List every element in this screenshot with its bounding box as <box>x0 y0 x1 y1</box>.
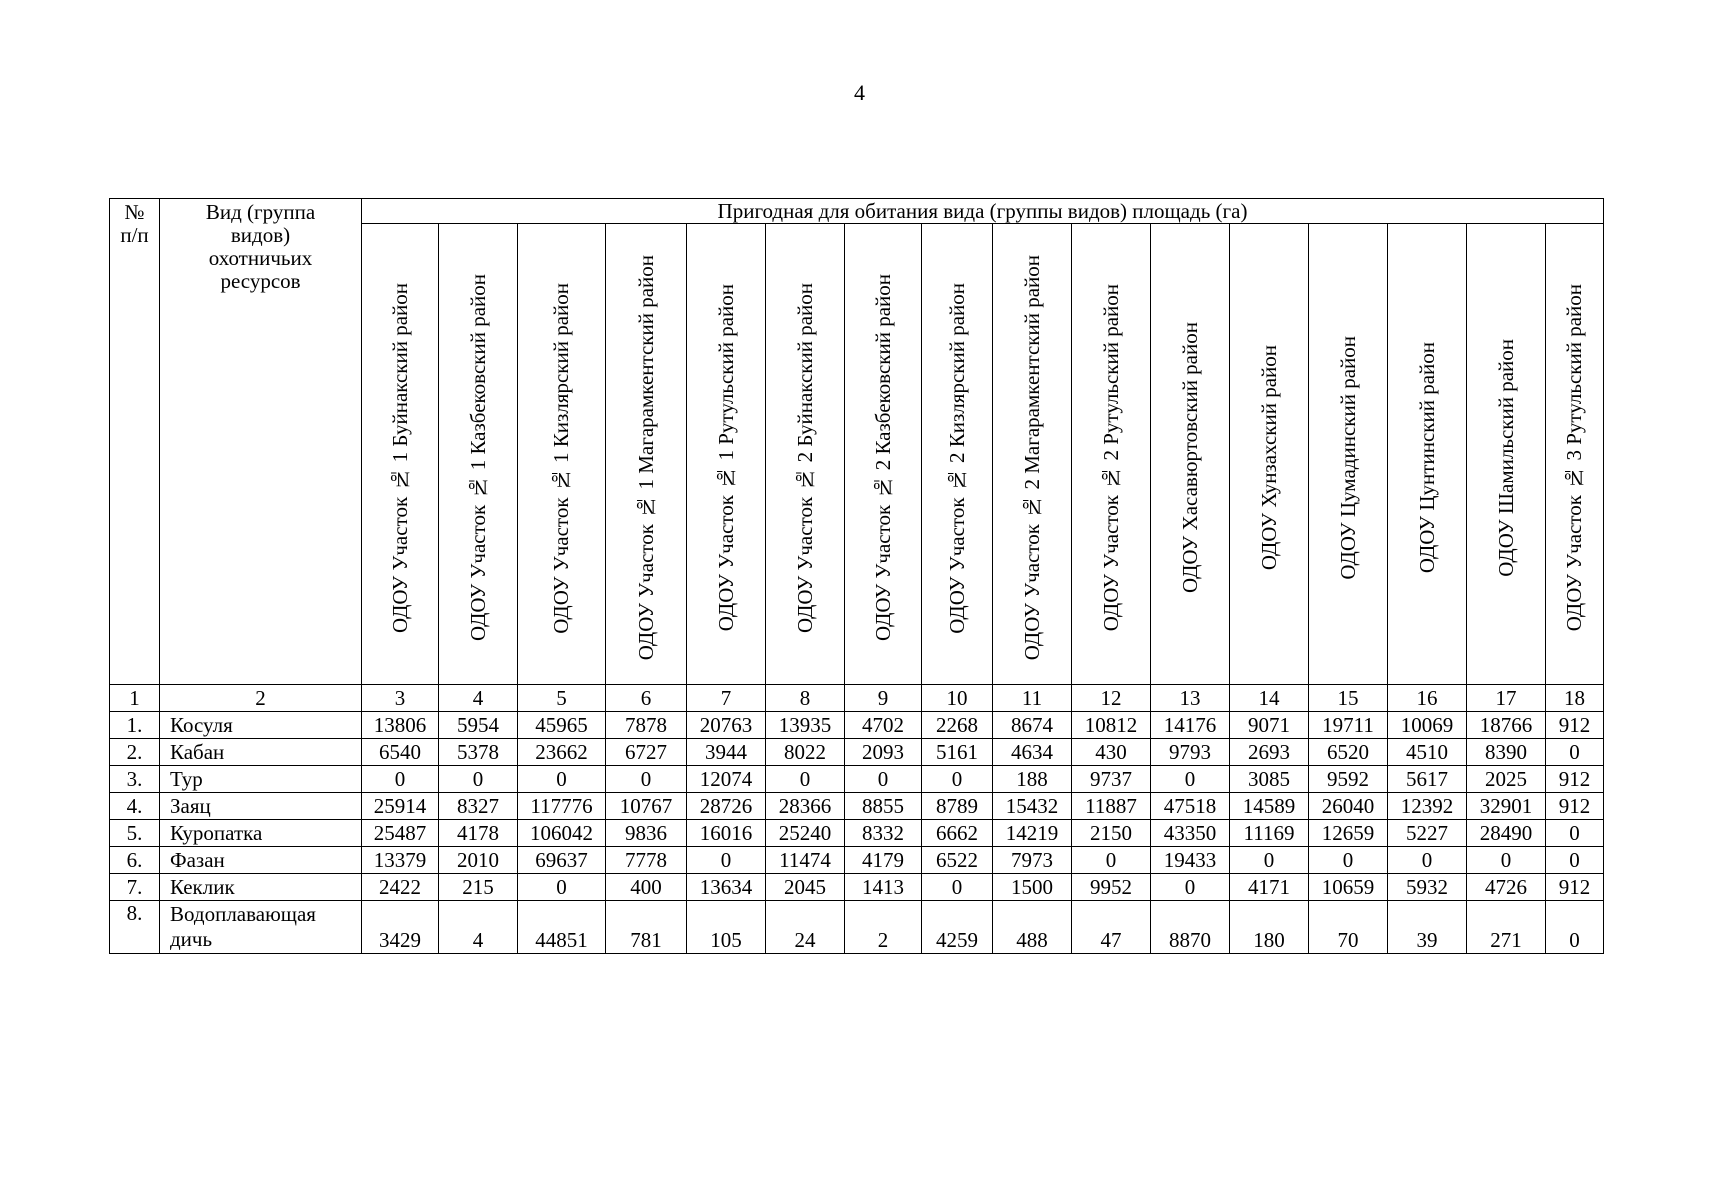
column-index-cell: 16 <box>1388 685 1467 712</box>
value-cell: 0 <box>922 874 993 901</box>
value-cell: 0 <box>1546 901 1604 954</box>
value-cell: 106042 <box>518 820 606 847</box>
value-cell: 8870 <box>1151 901 1230 954</box>
value-cell: 5617 <box>1388 766 1467 793</box>
column-index-cell: 6 <box>606 685 687 712</box>
column-header-label: ОДОУ Участок № 1 Рутульский район <box>713 284 738 632</box>
value-cell: 0 <box>439 766 518 793</box>
column-index-cell: 11 <box>993 685 1072 712</box>
table-row <box>110 820 1604 847</box>
value-cell: 8855 <box>845 793 922 820</box>
value-cell: 9737 <box>1072 766 1151 793</box>
value-cell: 4510 <box>1388 739 1467 766</box>
column-index-cell: 2 <box>160 685 362 712</box>
value-cell: 13935 <box>766 712 845 739</box>
value-cell: 9952 <box>1072 874 1151 901</box>
header-num-line2: п/п <box>120 223 149 248</box>
value-cell: 69637 <box>518 847 606 874</box>
value-cell: 0 <box>518 766 606 793</box>
column-header-5 <box>518 224 606 685</box>
value-cell: 7778 <box>606 847 687 874</box>
value-cell: 13379 <box>362 847 439 874</box>
value-cell: 0 <box>1309 847 1388 874</box>
column-header-6 <box>606 224 687 685</box>
page-number: 4 <box>854 80 865 105</box>
value-cell: 5378 <box>439 739 518 766</box>
value-cell: 0 <box>1467 847 1546 874</box>
value-cell: 10659 <box>1309 874 1388 901</box>
column-header-label: ОДОУ Участок № 1 Казбековский район <box>465 274 490 642</box>
value-cell: 13634 <box>687 874 766 901</box>
value-cell: 0 <box>687 847 766 874</box>
value-cell: 781 <box>606 901 687 954</box>
value-cell: 45965 <box>518 712 606 739</box>
column-index-cell: 4 <box>439 685 518 712</box>
value-cell: 26040 <box>1309 793 1388 820</box>
row-number-cell: 8. <box>110 901 160 954</box>
row-number-cell: 5. <box>110 820 160 847</box>
value-cell: 5161 <box>922 739 993 766</box>
column-header-15 <box>1309 224 1388 685</box>
value-cell: 47518 <box>1151 793 1230 820</box>
column-header-9 <box>845 224 922 685</box>
column-header-label: ОДОУ Шамильский район <box>1493 339 1518 577</box>
table-row <box>110 847 1604 874</box>
value-cell: 9793 <box>1151 739 1230 766</box>
column-header-14 <box>1230 224 1309 685</box>
column-header-label: ОДОУ Участок № 2 Казбековский район <box>870 274 895 642</box>
value-cell: 0 <box>845 766 922 793</box>
value-cell: 0 <box>1546 820 1604 847</box>
species-name-cell: Косуля <box>160 712 362 739</box>
value-cell: 0 <box>1151 766 1230 793</box>
value-cell: 23662 <box>518 739 606 766</box>
column-index-cell: 17 <box>1467 685 1546 712</box>
value-cell: 4259 <box>922 901 993 954</box>
value-cell: 2093 <box>845 739 922 766</box>
value-cell: 117776 <box>518 793 606 820</box>
column-header-label: ОДОУ Участок № 1 Буйнакский район <box>387 282 412 634</box>
value-cell: 25914 <box>362 793 439 820</box>
column-header-label: ОДОУ Участок № 2 Магарамкентский район <box>1019 255 1044 661</box>
header-species-line2: видов) <box>230 223 291 248</box>
value-cell: 2268 <box>922 712 993 739</box>
value-cell: 2010 <box>439 847 518 874</box>
value-cell: 20763 <box>687 712 766 739</box>
value-cell: 0 <box>1230 847 1309 874</box>
value-cell: 44851 <box>518 901 606 954</box>
value-cell: 6727 <box>606 739 687 766</box>
header-group-title: Пригодная для обитания вида (группы видов) площадь (га) <box>362 199 1604 224</box>
value-cell: 12659 <box>1309 820 1388 847</box>
value-cell: 4178 <box>439 820 518 847</box>
value-cell: 43350 <box>1151 820 1230 847</box>
column-index-cell: 5 <box>518 685 606 712</box>
column-header-label: ОДОУ Цунтинский район <box>1414 342 1439 574</box>
row-number-cell: 6. <box>110 847 160 874</box>
row-number-cell: 1. <box>110 712 160 739</box>
column-header-7 <box>687 224 766 685</box>
value-cell: 488 <box>993 901 1072 954</box>
value-cell: 8674 <box>993 712 1072 739</box>
value-cell: 4171 <box>1230 874 1309 901</box>
value-cell: 188 <box>993 766 1072 793</box>
value-cell: 9592 <box>1309 766 1388 793</box>
value-cell: 25240 <box>766 820 845 847</box>
value-cell: 0 <box>362 766 439 793</box>
value-cell: 3085 <box>1230 766 1309 793</box>
column-header-label: ОДОУ Участок № 2 Рутульский район <box>1098 284 1123 632</box>
value-cell: 5227 <box>1388 820 1467 847</box>
column-header-label: ОДОУ Хасавюртовский район <box>1177 322 1202 594</box>
column-index-cell: 13 <box>1151 685 1230 712</box>
value-cell: 25487 <box>362 820 439 847</box>
table-row <box>110 739 1604 766</box>
value-cell: 70 <box>1309 901 1388 954</box>
value-cell: 8327 <box>439 793 518 820</box>
value-cell: 2 <box>845 901 922 954</box>
column-index-cell: 1 <box>110 685 160 712</box>
column-index-cell: 8 <box>766 685 845 712</box>
value-cell: 180 <box>1230 901 1309 954</box>
value-cell: 28726 <box>687 793 766 820</box>
value-cell: 8332 <box>845 820 922 847</box>
value-cell: 6522 <box>922 847 993 874</box>
value-cell: 18766 <box>1467 712 1546 739</box>
value-cell: 1500 <box>993 874 1072 901</box>
value-cell: 9836 <box>606 820 687 847</box>
value-cell: 28366 <box>766 793 845 820</box>
value-cell: 11474 <box>766 847 845 874</box>
header-row-top <box>110 199 1604 224</box>
value-cell: 3944 <box>687 739 766 766</box>
column-index-cell: 15 <box>1309 685 1388 712</box>
column-header-label: ОДОУ Участок № 1 Магарамкентский район <box>633 255 658 661</box>
value-cell: 6540 <box>362 739 439 766</box>
value-cell: 4702 <box>845 712 922 739</box>
value-cell: 912 <box>1546 766 1604 793</box>
column-header-label: ОДОУ Участок № 1 Кизлярский район <box>549 282 573 634</box>
row-number-cell: 2. <box>110 739 160 766</box>
column-header-4 <box>439 224 518 685</box>
column-index-cell: 18 <box>1546 685 1604 712</box>
value-cell: 19711 <box>1309 712 1388 739</box>
value-cell: 2025 <box>1467 766 1546 793</box>
species-name-cell <box>160 901 362 954</box>
value-cell: 4634 <box>993 739 1072 766</box>
value-cell: 4726 <box>1467 874 1546 901</box>
value-cell: 7973 <box>993 847 1072 874</box>
value-cell: 10812 <box>1072 712 1151 739</box>
value-cell: 400 <box>606 874 687 901</box>
column-index-cell: 7 <box>687 685 766 712</box>
table-row <box>110 901 1604 954</box>
value-cell: 0 <box>766 766 845 793</box>
value-cell: 912 <box>1546 793 1604 820</box>
value-cell: 2045 <box>766 874 845 901</box>
species-name-cell: Кабан <box>160 739 362 766</box>
value-cell: 11169 <box>1230 820 1309 847</box>
header-species-line4: ресурсов <box>220 269 301 294</box>
value-cell: 9071 <box>1230 712 1309 739</box>
species-name-cell: Фазан <box>160 847 362 874</box>
value-cell: 0 <box>606 766 687 793</box>
value-cell: 39 <box>1388 901 1467 954</box>
column-index-row <box>110 685 1604 712</box>
column-header-18 <box>1546 224 1604 685</box>
column-header-11 <box>993 224 1072 685</box>
value-cell: 10069 <box>1388 712 1467 739</box>
row-number-cell: 7. <box>110 874 160 901</box>
header-species-line1: Вид (группа <box>205 200 316 224</box>
value-cell: 11887 <box>1072 793 1151 820</box>
species-name-line2: дичь <box>170 927 213 951</box>
value-cell: 4 <box>439 901 518 954</box>
value-cell: 0 <box>1546 739 1604 766</box>
value-cell: 5954 <box>439 712 518 739</box>
header-species-line3: охотничьих <box>208 246 313 271</box>
column-header-3 <box>362 224 439 685</box>
value-cell: 14589 <box>1230 793 1309 820</box>
value-cell: 28490 <box>1467 820 1546 847</box>
column-header-17 <box>1467 224 1546 685</box>
column-header-12 <box>1072 224 1151 685</box>
column-header-13 <box>1151 224 1230 685</box>
value-cell: 8022 <box>766 739 845 766</box>
column-header-10 <box>922 224 993 685</box>
species-name-cell: Кеклик <box>160 874 362 901</box>
value-cell: 19433 <box>1151 847 1230 874</box>
value-cell: 10767 <box>606 793 687 820</box>
value-cell: 0 <box>1151 874 1230 901</box>
value-cell: 0 <box>922 766 993 793</box>
value-cell: 12392 <box>1388 793 1467 820</box>
row-number-cell: 3. <box>110 766 160 793</box>
species-name-cell: Тур <box>160 766 362 793</box>
column-index-cell: 12 <box>1072 685 1151 712</box>
habitat-area-table <box>109 198 1604 954</box>
column-index-cell: 3 <box>362 685 439 712</box>
column-header-label: ОДОУ Хунзахский район <box>1256 345 1281 571</box>
row-number-cell: 4. <box>110 793 160 820</box>
value-cell: 5932 <box>1388 874 1467 901</box>
value-cell: 0 <box>1546 847 1604 874</box>
value-cell: 912 <box>1546 712 1604 739</box>
value-cell: 105 <box>687 901 766 954</box>
column-index-cell: 10 <box>922 685 993 712</box>
value-cell: 2422 <box>362 874 439 901</box>
column-header-16 <box>1388 224 1467 685</box>
header-num-line1: № <box>124 200 145 224</box>
value-cell: 7878 <box>606 712 687 739</box>
value-cell: 6520 <box>1309 739 1388 766</box>
table-row <box>110 874 1604 901</box>
value-cell: 24 <box>766 901 845 954</box>
value-cell: 14219 <box>993 820 1072 847</box>
value-cell: 0 <box>1388 847 1467 874</box>
header-species-cell <box>160 199 362 685</box>
table-row <box>110 712 1604 739</box>
table-row <box>110 766 1604 793</box>
value-cell: 6662 <box>922 820 993 847</box>
column-index-cell: 9 <box>845 685 922 712</box>
value-cell: 3429 <box>362 901 439 954</box>
species-name-cell: Куропатка <box>160 820 362 847</box>
value-cell: 215 <box>439 874 518 901</box>
value-cell: 2693 <box>1230 739 1309 766</box>
header-num-cell <box>110 199 160 685</box>
column-header-label: ОДОУ Участок № 2 Буйнакский район <box>792 282 817 634</box>
value-cell: 47 <box>1072 901 1151 954</box>
column-header-label: ОДОУ Цумадинский район <box>1335 336 1360 580</box>
value-cell: 32901 <box>1467 793 1546 820</box>
value-cell: 8789 <box>922 793 993 820</box>
column-index-cell: 14 <box>1230 685 1309 712</box>
value-cell: 271 <box>1467 901 1546 954</box>
value-cell: 1413 <box>845 874 922 901</box>
value-cell: 2150 <box>1072 820 1151 847</box>
value-cell: 0 <box>518 874 606 901</box>
value-cell: 16016 <box>687 820 766 847</box>
value-cell: 0 <box>1072 847 1151 874</box>
value-cell: 912 <box>1546 874 1604 901</box>
value-cell: 15432 <box>993 793 1072 820</box>
column-header-label: ОДОУ Участок № 2 Кизлярский район <box>944 282 969 634</box>
value-cell: 13806 <box>362 712 439 739</box>
column-header-8 <box>766 224 845 685</box>
species-name-line1: Водоплавающая <box>170 902 316 926</box>
species-name-cell: Заяц <box>160 793 362 820</box>
table-row <box>110 793 1604 820</box>
value-cell: 8390 <box>1467 739 1546 766</box>
column-header-label: ОДОУ Участок № 3 Рутульский район <box>1562 284 1586 632</box>
value-cell: 12074 <box>687 766 766 793</box>
value-cell: 430 <box>1072 739 1151 766</box>
value-cell: 4179 <box>845 847 922 874</box>
value-cell: 14176 <box>1151 712 1230 739</box>
